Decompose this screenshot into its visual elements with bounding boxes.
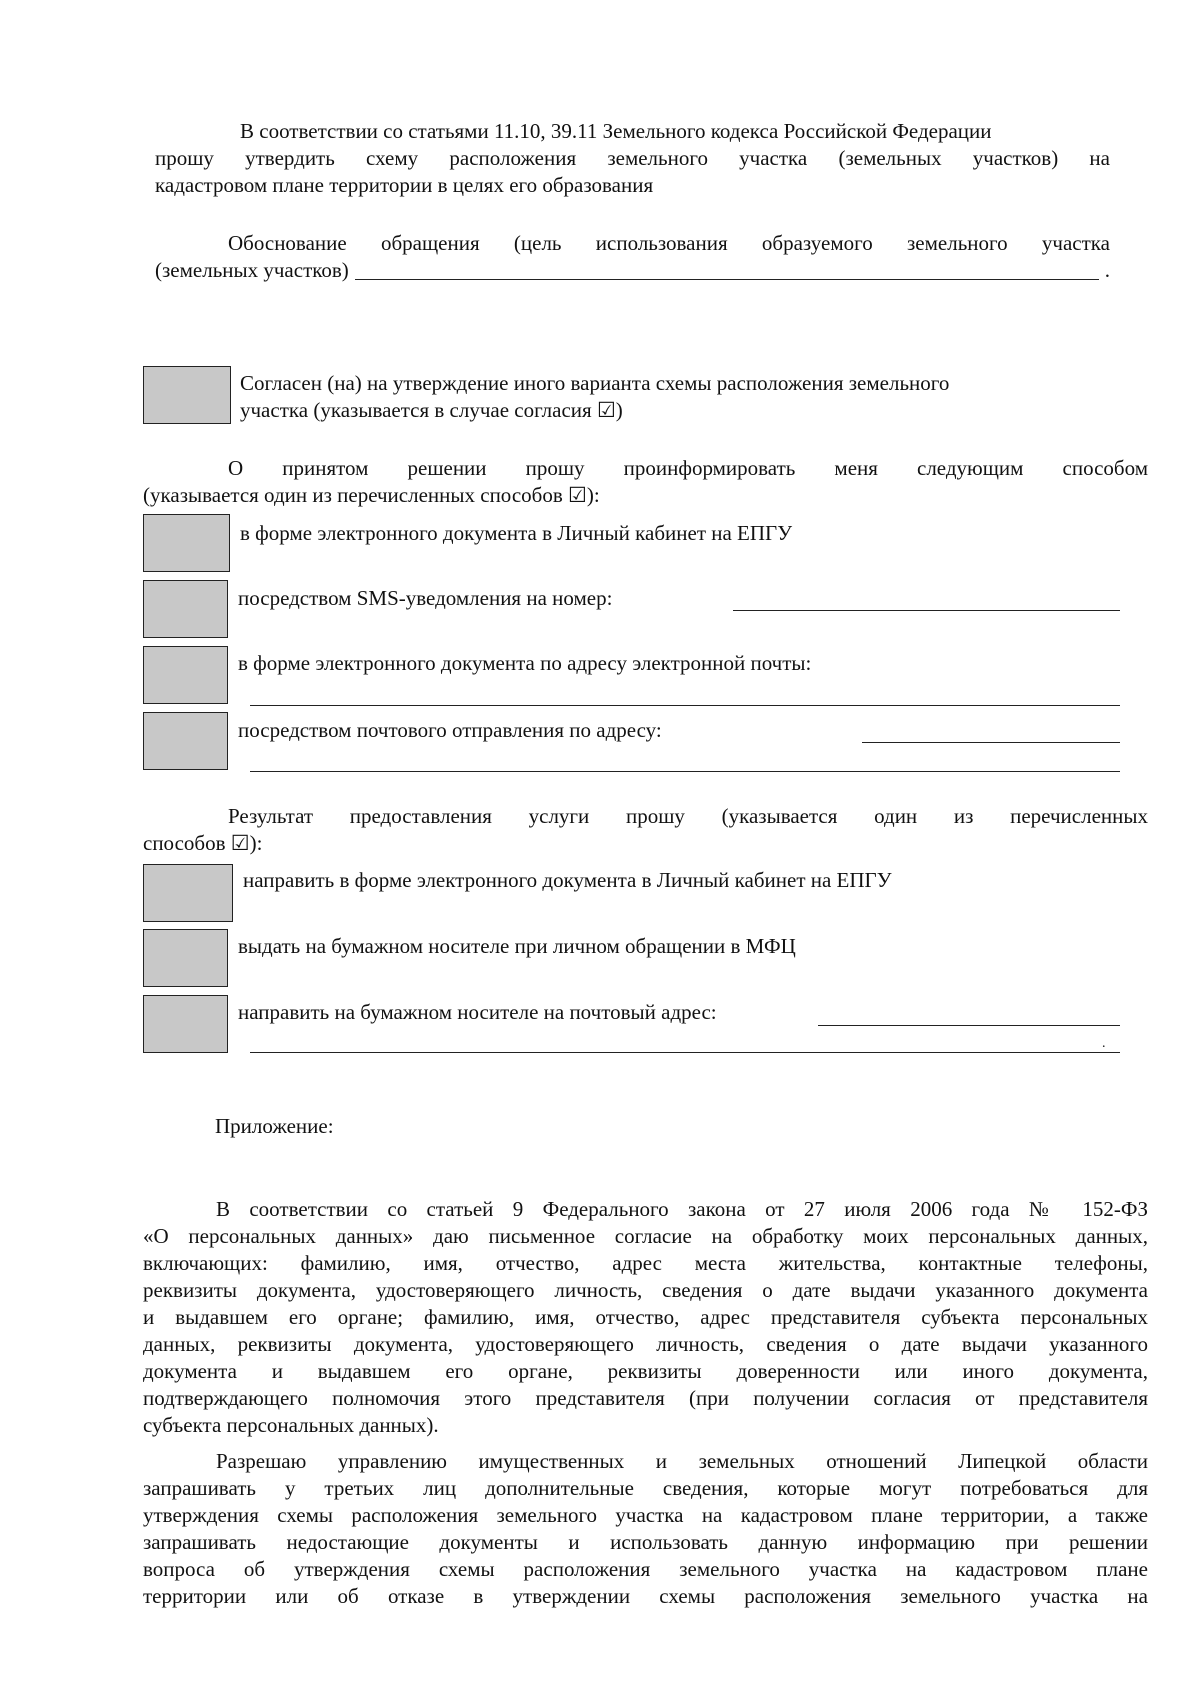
- intro-line-3: кадастровом плане территории в целях его образования: [155, 173, 654, 197]
- intro-line-1: В соответствии со статьями 11.10, 39.11 Земельного кодекса Российской Федерации: [240, 119, 992, 143]
- permission-line: запрашивать у третьих лиц дополнительные сведения, которые могут потребоваться для: [143, 1476, 1148, 1500]
- notify-option-sms-checkbox[interactable]: [143, 580, 228, 638]
- result-option-epgu-label: направить в форме электронного документа в Личный кабинет на ЕПГУ: [243, 868, 892, 892]
- notify-paragraph: [143, 455, 1148, 509]
- notify-line-1: О принятом решении прошу проинформировать меня следующим способом: [228, 456, 1148, 480]
- intro-paragraph: [155, 118, 1110, 199]
- personal-data-line: включающих: фамилию, имя, отчество, адрес места жительства, контактные телефоны,: [143, 1251, 1148, 1275]
- notify-option-email-checkbox[interactable]: [143, 646, 228, 704]
- notify-option-email-label: в форме электронного документа по адресу электронной почты:: [238, 651, 812, 675]
- post-address-line-2[interactable]: [250, 771, 1120, 772]
- personal-data-line: субъекта персональных данных).: [143, 1413, 439, 1437]
- personal-data-line: «О персональных данных» даю письменное согласие на обработку моих персональных данных,: [143, 1224, 1148, 1248]
- notify-option-epgu-label: в форме электронного документа в Личный кабинет на ЕПГУ: [240, 521, 793, 545]
- result-end-mark: .: [1102, 1036, 1106, 1051]
- result-option-mfc-checkbox[interactable]: [143, 929, 228, 987]
- result-paragraph: [143, 803, 1148, 857]
- permission-line: утверждения схемы расположения земельного участка на кадастровом плане территории, а также: [143, 1503, 1148, 1527]
- email-address-line[interactable]: [250, 705, 1120, 706]
- attachment-label: Приложение:: [215, 1114, 334, 1138]
- result-option-post-checkbox[interactable]: [143, 995, 228, 1053]
- justification-line-1: Обоснование обращения (цель использования образуемого земельного участка: [228, 231, 1110, 255]
- personal-data-line: и выдавшем его органе; фамилию, имя, отчество, адрес представителя субъекта персональных: [143, 1305, 1148, 1329]
- permission-line: Разрешаю управлению имущественных и земельных отношений Липецкой области: [216, 1449, 1148, 1473]
- notify-option-post-label: посредством почтового отправления по адресу:: [238, 718, 662, 742]
- justification-label: (земельных участков): [155, 258, 349, 282]
- notify-option-post-checkbox[interactable]: [143, 712, 228, 770]
- personal-data-line: В соответствии со статьей 9 Федерального закона от 27 июля 2006 года № 152-ФЗ: [216, 1197, 1148, 1221]
- consent-variant-line-2: участка (указывается в случае согласия ☑): [240, 398, 623, 422]
- personal-data-line: документа и выдавшем его органе, реквизиты доверенности или иного документа,: [143, 1359, 1148, 1383]
- personal-data-line: подтверждающего полномочия этого представителя (при получении согласия от представителя: [143, 1386, 1148, 1410]
- result-option-post-label: направить на бумажном носителе на почтовый адрес:: [238, 1000, 717, 1024]
- notify-option-sms-label: посредством SMS-уведомления на номер:: [238, 586, 613, 610]
- consent-variant-checkbox[interactable]: [143, 366, 231, 424]
- permission-paragraph: [143, 1448, 1148, 1610]
- notify-line-2: (указывается один из перечисленных способов ☑):: [143, 483, 600, 507]
- result-option-epgu-checkbox[interactable]: [143, 864, 233, 922]
- justification-line-2: [155, 257, 1110, 284]
- result-post-address-line-1[interactable]: [818, 1025, 1120, 1026]
- personal-data-line: данных, реквизиты документа, удостоверяющего личность, сведения о дате выдачи указанного: [143, 1332, 1148, 1356]
- result-post-address-line-2[interactable]: [250, 1052, 1120, 1053]
- consent-variant-text: [240, 370, 1120, 424]
- justification-input-line[interactable]: [355, 259, 1099, 280]
- justification-paragraph: [155, 230, 1110, 284]
- personal-data-line: реквизиты документа, удостоверяющего личность, сведения о дате выдачи указанного документа: [143, 1278, 1148, 1302]
- result-line-2: способов ☑):: [143, 831, 263, 855]
- permission-line: запрашивать недостающие документы и использовать данную информацию при решении: [143, 1530, 1148, 1554]
- sms-number-line[interactable]: [733, 610, 1120, 611]
- personal-data-paragraph: [143, 1196, 1148, 1439]
- permission-line: вопроса об утверждения схемы расположения земельного участка на кадастровом плане: [143, 1557, 1148, 1581]
- consent-variant-line-1: Согласен (на) на утверждение иного варианта схемы расположения земельного: [240, 371, 950, 395]
- notify-option-epgu-checkbox[interactable]: [143, 514, 230, 572]
- justification-end: .: [1104, 258, 1110, 282]
- result-option-mfc-label: выдать на бумажном носителе при личном обращении в МФЦ: [238, 934, 796, 958]
- permission-line: территории или об отказе в утверждении схемы расположения земельного участка на: [143, 1584, 1148, 1608]
- intro-line-2: прошу утвердить схему расположения земельного участка (земельных участков) на: [155, 146, 1110, 170]
- post-address-line-1[interactable]: [862, 742, 1120, 743]
- result-line-1: Результат предоставления услуги прошу (указывается один из перечисленных: [228, 804, 1148, 828]
